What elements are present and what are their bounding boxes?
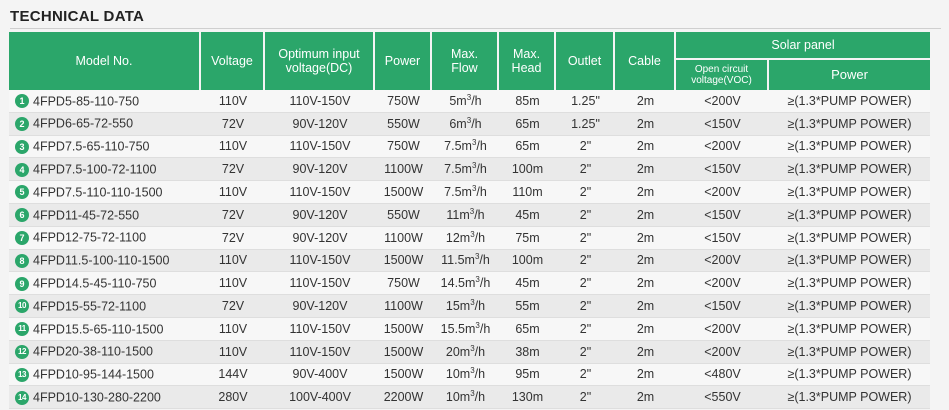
cubic-superscript: 3 — [471, 161, 477, 171]
flow-unit: /h — [474, 367, 486, 382]
voc-cell: <200V — [676, 181, 769, 204]
model-cell — [9, 318, 201, 341]
optimum-voltage-cell: 110V-150V — [265, 136, 375, 159]
header-power: Power — [375, 32, 432, 90]
flow-value: 11.5m — [441, 253, 475, 268]
row-number-badge: 10 — [15, 299, 29, 313]
cubic-superscript: 3 — [475, 320, 480, 330]
outlet-cell: 1.25" — [556, 113, 615, 136]
flow-value: 10m — [445, 390, 471, 405]
voltage-cell: 110V — [201, 250, 265, 273]
power-cell: 1100W — [375, 158, 432, 181]
table-row — [9, 318, 930, 341]
head-cell: 45m — [499, 272, 556, 295]
flow-value: 10m — [445, 367, 471, 382]
solar-power-cell: ≥(1.3*PUMP POWER) — [769, 227, 930, 250]
cubic-superscript: 3 — [474, 252, 480, 262]
flow-unit: /h — [479, 276, 491, 291]
solar-power-cell: ≥(1.3*PUMP POWER) — [769, 341, 930, 364]
head-cell: 95m — [499, 364, 556, 387]
model-number: 4FPD14.5-45-110-750 — [33, 276, 157, 291]
cubic-superscript: 3 — [470, 297, 475, 307]
row-number-badge: 13 — [15, 368, 29, 382]
solar-power-cell: ≥(1.3*PUMP POWER) — [769, 204, 930, 227]
optimum-voltage-cell: 110V-150V — [265, 181, 375, 204]
flow-cell — [432, 250, 499, 273]
optimum-voltage-cell: 110V-150V — [265, 250, 375, 273]
outlet-cell: 2" — [556, 364, 615, 387]
table-row — [9, 181, 930, 204]
voltage-cell: 72V — [201, 227, 265, 250]
row-number-badge: 11 — [15, 322, 29, 336]
voc-cell: <200V — [676, 318, 769, 341]
flow-unit: /h — [474, 299, 486, 314]
row-number-badge: 4 — [15, 163, 29, 177]
flow-unit: /h — [476, 185, 487, 200]
flow-value: 5m — [449, 93, 467, 108]
table-row — [9, 386, 930, 409]
power-cell: 550W — [375, 204, 432, 227]
optimum-voltage-cell: 90V-120V — [265, 295, 375, 318]
outlet-cell: 2" — [556, 250, 615, 273]
voc-cell: <150V — [676, 158, 769, 181]
flow-unit: /h — [474, 390, 486, 405]
header-optimum-line2: voltage(DC) — [285, 61, 353, 75]
solar-power-cell: ≥(1.3*PUMP POWER) — [769, 90, 930, 113]
voc-cell: <150V — [676, 204, 769, 227]
head-cell: 110m — [499, 181, 556, 204]
flow-unit: /h — [479, 253, 490, 268]
cubic-superscript: 3 — [471, 138, 477, 148]
cubic-superscript: 3 — [466, 115, 472, 125]
optimum-voltage-cell: 110V-150V — [265, 90, 375, 113]
table-row — [9, 204, 930, 227]
cubic-superscript: 3 — [470, 229, 475, 239]
flow-value: 7.5m — [444, 139, 472, 154]
power-cell: 750W — [375, 136, 432, 159]
model-cell — [9, 90, 201, 113]
model-cell — [9, 113, 201, 136]
table-row — [9, 250, 930, 273]
header-flow-line2: Flow — [451, 61, 478, 75]
solar-power-cell: ≥(1.3*PUMP POWER) — [769, 136, 930, 159]
power-cell: 2200W — [375, 386, 432, 409]
voltage-cell: 110V — [201, 181, 265, 204]
head-cell: 100m — [499, 158, 556, 181]
cable-cell: 2m — [615, 295, 676, 318]
power-cell: 1500W — [375, 318, 432, 341]
flow-cell — [432, 90, 499, 113]
voc-cell: <150V — [676, 295, 769, 318]
voltage-cell: 110V — [201, 136, 265, 159]
outlet-cell: 1.25" — [556, 90, 615, 113]
page-title: TECHNICAL DATA — [10, 8, 145, 25]
cable-cell: 2m — [615, 90, 676, 113]
flow-value: 6m — [449, 116, 467, 131]
model-cell — [9, 136, 201, 159]
cable-cell: 2m — [615, 136, 676, 159]
model-number: 4FPD11-45-72-550 — [33, 208, 140, 223]
header-voltage: Voltage — [201, 32, 265, 90]
flow-unit: /h — [471, 93, 482, 108]
flow-cell — [432, 341, 499, 364]
head-cell: 55m — [499, 295, 556, 318]
cable-cell: 2m — [615, 386, 676, 409]
table-row — [9, 341, 930, 364]
solar-power-cell: ≥(1.3*PUMP POWER) — [769, 318, 930, 341]
model-cell — [9, 295, 201, 318]
flow-cell — [432, 386, 499, 409]
voltage-cell: 72V — [201, 158, 265, 181]
head-cell: 65m — [499, 136, 556, 159]
model-number: 4FPD20-38-110-1500 — [33, 345, 153, 360]
flow-unit: /h — [474, 230, 486, 245]
row-number-badge: 8 — [15, 254, 29, 268]
row-number-badge: 12 — [15, 345, 29, 359]
model-cell — [9, 250, 201, 273]
solar-power-cell: ≥(1.3*PUMP POWER) — [769, 272, 930, 295]
flow-unit: /h — [476, 162, 487, 177]
header-max-flow — [432, 32, 499, 90]
header-voc-line1: Open circuit — [694, 64, 749, 75]
voc-cell: <200V — [676, 272, 769, 295]
outlet-cell: 2" — [556, 181, 615, 204]
flow-cell — [432, 181, 499, 204]
flow-cell — [432, 272, 499, 295]
flow-cell — [432, 364, 499, 387]
flow-cell — [432, 204, 499, 227]
flow-unit: /h — [471, 116, 482, 131]
voltage-cell: 110V — [201, 341, 265, 364]
solar-power-cell: ≥(1.3*PUMP POWER) — [769, 181, 930, 204]
model-number: 4FPD7.5-110-110-1500 — [33, 185, 163, 200]
row-number-badge: 7 — [15, 231, 29, 245]
head-cell: 45m — [499, 204, 556, 227]
voc-cell: <150V — [676, 113, 769, 136]
table-row — [9, 136, 930, 159]
voc-cell: <200V — [676, 250, 769, 273]
outlet-cell: 2" — [556, 272, 615, 295]
solar-power-cell: ≥(1.3*PUMP POWER) — [769, 113, 930, 136]
solar-power-cell: ≥(1.3*PUMP POWER) — [769, 158, 930, 181]
cubic-superscript: 3 — [471, 183, 477, 193]
flow-cell — [432, 158, 499, 181]
voc-cell: <200V — [676, 136, 769, 159]
power-cell: 1500W — [375, 341, 432, 364]
optimum-voltage-cell: 100V-400V — [265, 386, 375, 409]
outlet-cell: 2" — [556, 341, 615, 364]
model-number: 4FPD7.5-65-110-750 — [33, 139, 150, 154]
row-number-badge: 2 — [15, 117, 29, 131]
model-number: 4FPD15-55-72-1100 — [33, 299, 147, 314]
model-cell — [9, 341, 201, 364]
flow-cell — [432, 136, 499, 159]
flow-value: 12m — [445, 230, 471, 245]
power-cell: 750W — [375, 272, 432, 295]
title-divider — [10, 28, 941, 29]
optimum-voltage-cell: 90V-120V — [265, 227, 375, 250]
header-solar-power: Power — [769, 58, 930, 90]
head-cell: 65m — [499, 318, 556, 341]
solar-power-cell: ≥(1.3*PUMP POWER) — [769, 364, 930, 387]
cable-cell: 2m — [615, 364, 676, 387]
cable-cell: 2m — [615, 318, 676, 341]
voc-cell: <200V — [676, 90, 769, 113]
header-solar-panel: Solar panel — [676, 32, 930, 58]
table-row — [9, 227, 930, 250]
cable-cell: 2m — [615, 204, 676, 227]
row-number-badge: 3 — [15, 140, 29, 154]
model-cell — [9, 204, 201, 227]
model-cell — [9, 272, 201, 295]
voltage-cell: 110V — [201, 272, 265, 295]
cubic-superscript: 3 — [470, 389, 475, 399]
model-number: 4FPD15.5-65-110-1500 — [33, 322, 164, 337]
flow-value: 15m — [445, 299, 471, 314]
table-row — [9, 295, 930, 318]
model-number: 4FPD12-75-72-1100 — [33, 231, 147, 246]
table-row — [9, 113, 930, 136]
head-cell: 85m — [499, 90, 556, 113]
optimum-voltage-cell: 90V-120V — [265, 204, 375, 227]
table-row — [9, 272, 930, 295]
optimum-voltage-cell: 90V-120V — [265, 113, 375, 136]
technical-data-table — [9, 32, 930, 409]
flow-value: 11m — [446, 207, 470, 222]
voltage-cell: 280V — [201, 386, 265, 409]
power-cell: 1500W — [375, 250, 432, 273]
flow-value: 7.5m — [444, 185, 472, 200]
optimum-voltage-cell: 110V-150V — [265, 341, 375, 364]
power-cell: 1500W — [375, 364, 432, 387]
model-cell — [9, 364, 201, 387]
voc-cell: <200V — [676, 341, 769, 364]
flow-unit: /h — [474, 344, 486, 359]
voc-cell: <480V — [676, 364, 769, 387]
flow-cell — [432, 295, 499, 318]
header-head-line2: Head — [511, 61, 542, 75]
model-number: 4FPD6-65-72-550 — [33, 117, 134, 132]
model-number: 4FPD7.5-100-72-1100 — [33, 162, 157, 177]
header-voc-line2: voltage(VOC) — [691, 75, 752, 86]
cable-cell: 2m — [615, 181, 676, 204]
power-cell: 1500W — [375, 181, 432, 204]
optimum-voltage-cell: 110V-150V — [265, 272, 375, 295]
row-number-badge: 14 — [15, 391, 29, 405]
power-cell: 750W — [375, 90, 432, 113]
header-open-circuit-voltage — [676, 58, 769, 90]
voltage-cell: 110V — [201, 318, 265, 341]
head-cell: 130m — [499, 386, 556, 409]
voltage-cell: 144V — [201, 364, 265, 387]
header-model: Model No. — [9, 32, 201, 90]
solar-power-cell: ≥(1.3*PUMP POWER) — [769, 386, 930, 409]
voc-cell: <150V — [676, 227, 769, 250]
head-cell: 100m — [499, 250, 556, 273]
row-number-badge: 6 — [15, 208, 29, 222]
model-cell — [9, 227, 201, 250]
cable-cell: 2m — [615, 250, 676, 273]
cable-cell: 2m — [615, 272, 676, 295]
solar-power-cell: ≥(1.3*PUMP POWER) — [769, 295, 930, 318]
outlet-cell: 2" — [556, 158, 615, 181]
voltage-cell: 110V — [201, 90, 265, 113]
solar-power-cell: ≥(1.3*PUMP POWER) — [769, 250, 930, 273]
flow-unit: /h — [474, 207, 485, 222]
head-cell: 75m — [499, 227, 556, 250]
header-flow-line1: Max. — [450, 47, 479, 61]
table-row — [9, 158, 930, 181]
outlet-cell: 2" — [556, 227, 615, 250]
voc-cell: <550V — [676, 386, 769, 409]
flow-cell — [432, 113, 499, 136]
row-number-badge: 9 — [15, 277, 29, 291]
outlet-cell: 2" — [556, 204, 615, 227]
model-cell — [9, 158, 201, 181]
optimum-voltage-cell: 90V-120V — [265, 158, 375, 181]
cubic-superscript: 3 — [475, 275, 480, 285]
optimum-voltage-cell: 110V-150V — [265, 318, 375, 341]
model-number: 4FPD10-95-144-1500 — [33, 367, 154, 382]
flow-value: 14.5m — [440, 276, 476, 291]
cubic-superscript: 3 — [469, 206, 475, 216]
outlet-cell: 2" — [556, 318, 615, 341]
cubic-superscript: 3 — [466, 92, 472, 102]
header-optimum-voltage — [265, 32, 375, 90]
voltage-cell: 72V — [201, 204, 265, 227]
model-number: 4FPD10-130-280-2200 — [33, 390, 161, 405]
model-number: 4FPD11.5-100-110-1500 — [33, 253, 170, 268]
flow-unit: /h — [479, 321, 491, 336]
cable-cell: 2m — [615, 227, 676, 250]
cable-cell: 2m — [615, 113, 676, 136]
power-cell: 1100W — [375, 295, 432, 318]
cubic-superscript: 3 — [470, 343, 475, 353]
table-row — [9, 90, 930, 113]
outlet-cell: 2" — [556, 295, 615, 318]
header-optimum-line1: Optimum input — [278, 47, 360, 61]
model-number: 4FPD5-85-110-750 — [33, 94, 140, 109]
row-number-badge: 5 — [15, 185, 29, 199]
optimum-voltage-cell: 90V-400V — [265, 364, 375, 387]
flow-value: 7.5m — [444, 162, 472, 177]
cable-cell: 2m — [615, 158, 676, 181]
model-cell — [9, 386, 201, 409]
voltage-cell: 72V — [201, 295, 265, 318]
voltage-cell: 72V — [201, 113, 265, 136]
flow-cell — [432, 227, 499, 250]
power-cell: 550W — [375, 113, 432, 136]
head-cell: 38m — [499, 341, 556, 364]
header-cable: Cable — [615, 32, 676, 90]
flow-value: 15.5m — [440, 321, 476, 336]
row-number-badge: 1 — [15, 94, 29, 108]
flow-value: 20m — [445, 344, 471, 359]
head-cell: 65m — [499, 113, 556, 136]
power-cell: 1100W — [375, 227, 432, 250]
cubic-superscript: 3 — [470, 366, 475, 376]
flow-cell — [432, 318, 499, 341]
header-outlet: Outlet — [556, 32, 615, 90]
header-head-line1: Max. — [512, 47, 541, 61]
model-cell — [9, 181, 201, 204]
outlet-cell: 2" — [556, 136, 615, 159]
header-max-head — [499, 32, 556, 90]
flow-unit: /h — [476, 139, 487, 154]
table-row — [9, 364, 930, 387]
outlet-cell: 2" — [556, 386, 615, 409]
cable-cell: 2m — [615, 341, 676, 364]
